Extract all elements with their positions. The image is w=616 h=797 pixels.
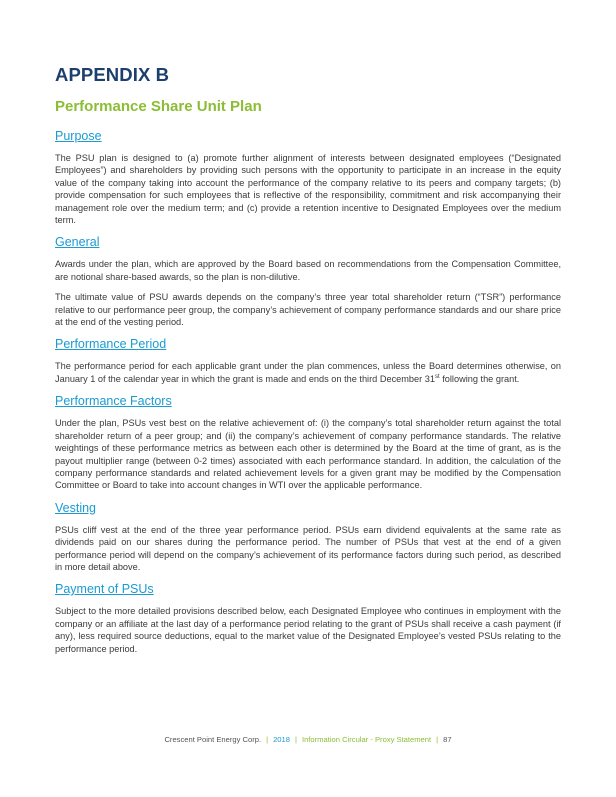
performance-period-text-before: The performance period for each applicable grant under the plan commences, unless the Board determines otherwise, on January 1 of the calendar year in which the grant is made and ends on the third December 31	[55, 361, 561, 384]
footer-company: Crescent Point Energy Corp.	[164, 735, 262, 744]
performance-factors-paragraph: Under the plan, PSUs vest best on the relative achievement of: (i) the company’s total shareholder return against the total shareholder return of a peer group; and (ii) the company’s achievement of company performance standards. The relative weightings of these performance metrics as between each other is determined by the Board at the time of grant, as is the payout multiplier range (between 0-2 times) associated with each performance standard. In addition, the calculation of the company performance standards and related achievement levels for a given grant may be modified by the Compensation Committee or Board to take into account changes in WTI over the applicable performance.	[55, 418, 561, 491]
footer-separator: |	[266, 735, 269, 744]
section-purpose-title: Purpose	[55, 129, 102, 143]
performance-period-paragraph	[55, 360, 561, 385]
section-payment-title: Payment of PSUs	[55, 582, 154, 597]
section-vesting-title: Vesting	[55, 500, 97, 515]
plan-subheading: Performance Share Unit Plan	[55, 98, 262, 115]
appendix-heading: APPENDIX B	[55, 64, 170, 85]
section-performance-factors-title: Performance Factors	[55, 394, 172, 409]
section-general-title: General	[55, 235, 100, 250]
footer-page-number: 87	[443, 735, 452, 744]
footer-year: 2018	[273, 735, 290, 744]
footer-separator: |	[436, 735, 439, 744]
section-performance-period-title: Performance Period	[55, 337, 167, 352]
page-footer	[0, 735, 616, 744]
footer-doc-title: Information Circular - Proxy Statement	[301, 735, 432, 744]
vesting-paragraph: PSUs cliff vest at the end of the three year performance period. PSUs earn dividend equivalents at the same rate as dividends paid on our shares during the performance period. The number of PSUs that vest at the end of a given performance period will depend on the company’s achievement of its performance factors during such period, as described in more detail above.	[55, 524, 561, 572]
purpose-paragraph: The PSU plan is designed to (a) promote further alignment of interests between designated employees (“Designated Employees”) and shareholders by providing such persons with the opportunity to participate in an increase in the equity value of the company taking into account the performance of the company relative to its peers and company targets; (b) provide compensation for such employees that is reflective of the responsibility, commitment and risk accompanying their management role over the medium term; and (c) provide a retention incentive to Designated Employees over the medium term.	[55, 153, 561, 226]
general-paragraph-1: Awards under the plan, which are approved by the Board based on recommendations from the Compensation Committee, are notional share-based awards, so the plan is non-dilutive.	[55, 259, 561, 282]
general-paragraph-2: The ultimate value of PSU awards depends on the company’s three year total shareholder return (“TSR”) performance relative to our performance peer group, the company’s achievement of company performance standards and our share price at the end of the vesting period.	[55, 292, 561, 328]
payment-paragraph: Subject to the more detailed provisions described below, each Designated Employee who continues in employment with the company or an affiliate at the last day of a performance period relating to the grant of PSUs shall receive a cash payment (if any), less required source deductions, equal to the market value of the Designated Employee’s vested PSUs relating to the performance period.	[55, 606, 561, 654]
performance-period-text-after: following the grant.	[439, 373, 520, 384]
footer-separator: |	[294, 735, 297, 744]
ordinal-suffix: st	[434, 373, 440, 380]
page-content	[55, 64, 561, 663]
